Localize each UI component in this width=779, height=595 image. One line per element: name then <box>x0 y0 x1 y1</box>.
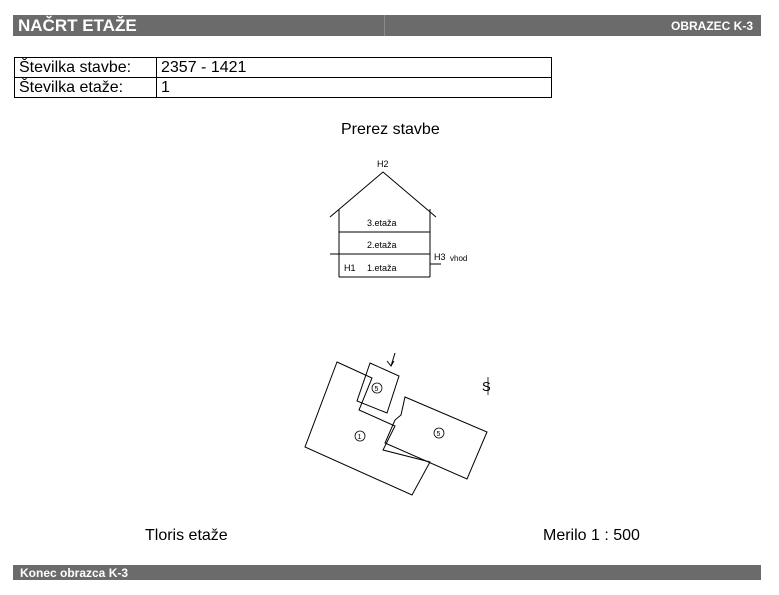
building-number-value: 2357 - 1421 <box>157 58 552 78</box>
part-label-1: 1 <box>357 434 362 441</box>
page-title: NAČRT ETAŽE <box>18 16 137 35</box>
floor-plan-caption: Tloris etaže <box>145 527 228 544</box>
roof-line <box>330 172 436 217</box>
table-row <box>15 58 552 78</box>
floor1-label: 1.etaža <box>367 263 397 273</box>
section-view-title: Prerez stavbe <box>341 121 440 138</box>
floor-number-value: 1 <box>157 78 552 98</box>
h3-label: H3 <box>434 252 446 262</box>
scale-label: Merilo 1 : 500 <box>543 527 640 544</box>
entrance-label: vhod <box>450 254 468 263</box>
building-number-label: Številka stavbe: <box>15 58 157 78</box>
h2-label: H2 <box>377 159 389 169</box>
footer-bar <box>13 565 761 580</box>
h1-label: H1 <box>344 263 356 273</box>
floor-number-label: Številka etaže: <box>15 78 157 98</box>
floor-plan-drawing <box>295 345 505 505</box>
floor-plan-part-5-right <box>385 397 487 479</box>
north-symbol: S <box>482 379 491 394</box>
floor2-label: 2.etaža <box>367 240 397 250</box>
floor-plan-part-1 <box>305 362 430 495</box>
building-section-drawing <box>320 150 490 285</box>
header-divider <box>384 15 385 36</box>
header-bar <box>13 15 761 36</box>
part-label-5-right: 5 <box>436 431 441 438</box>
entrance-arrow-head <box>387 361 394 366</box>
floor3-label: 3.etaža <box>367 218 397 228</box>
table-row <box>15 78 552 98</box>
form-code: OBRAZEC K-3 <box>670 19 753 33</box>
part-label-5-top: 5 <box>374 386 379 393</box>
footer-text: Konec obrazca K-3 <box>20 566 129 580</box>
building-info-table <box>14 57 552 98</box>
